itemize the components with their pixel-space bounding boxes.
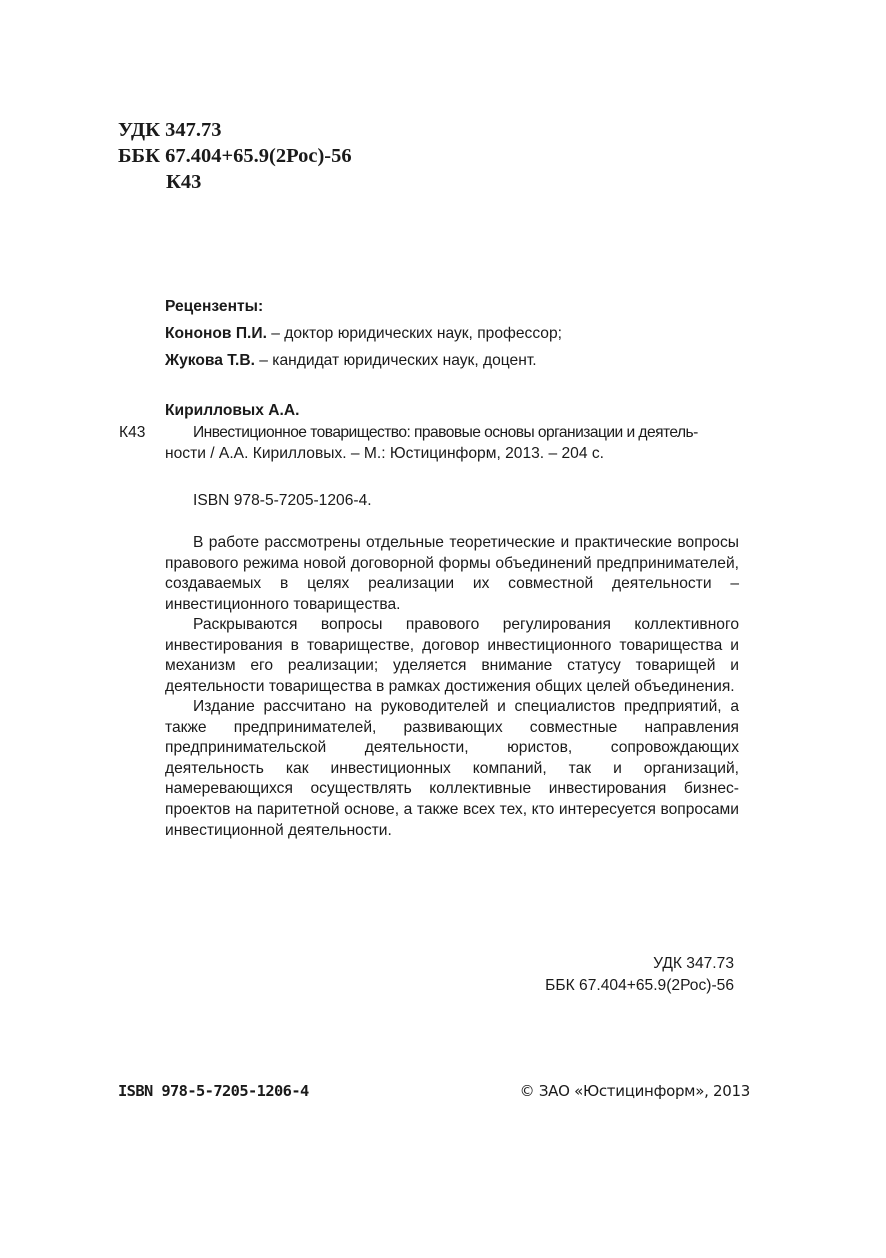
author-mark-side: К43 — [119, 424, 146, 441]
udk-code-top: УДК 347.73 — [118, 119, 222, 141]
footer-isbn: ISBN 978-5-7205-1206-4 — [118, 1082, 309, 1100]
udk-code-bottom: УДК 347.73 — [653, 955, 734, 972]
bibliographic-title-line: Инвестиционное товарищество: правовые основы организации и деятель- — [193, 424, 698, 441]
reviewer-description: – кандидат юридических наук, доцент. — [254, 352, 537, 369]
abstract-paragraph: Издание рассчитано на руководителей и специалистов предприятий, а также предпринимателей, развивающих совместные направления предпринимательской деятельности, юристов, сопровождающих деятельность как инвестиционных компаний, так и организаций, намеревающихся осуществлять коллективные инвестирования бизнес-проектов на паритетной основе, а также всех тех, кто интересуется вопросами инвестиционной деятельности. — [165, 698, 739, 839]
reviewer-entry — [165, 322, 562, 346]
bibliographic-imprint-line: ности / А.А. Кирилловых. – М.: Юстицинформ, 2013. – 204 с. — [165, 445, 604, 462]
book-author: Кирилловых А.А. — [165, 402, 300, 419]
reviewers-heading: Рецензенты: — [165, 298, 264, 315]
author-mark-top: К43 — [166, 171, 202, 193]
reviewer-name: Кононов П.И. — [165, 325, 267, 342]
reviewer-description: – доктор юридических наук, профессор; — [266, 325, 562, 342]
reviewer-entry — [165, 349, 537, 373]
abstract-paragraph: Раскрываются вопросы правового регулирования коллективного инвестирования в товариществе, договор инвестиционного товарищества и механизм его реализации; уделяется внимание статусу товарищей и деятельности товарищества в рамках достижения общих целей объединения. — [165, 616, 739, 695]
abstract-paragraph: В работе рассмотрены отдельные теоретические и практические вопросы правового режима новой договорной формы объединений предпринимателей, создаваемых в целях реализации их совместной деятельности – инвестиционного товарищества. — [165, 534, 739, 613]
bibliographic-isbn: ISBN 978-5-7205-1206-4. — [193, 492, 372, 509]
bbk-code-bottom: ББК 67.404+65.9(2Рос)-56 — [545, 977, 734, 994]
reviewer-name: Жукова Т.В. — [165, 352, 255, 369]
footer-copyright: © ЗАО «Юстицинформ», 2013 — [519, 1082, 750, 1100]
bbk-code-top: ББК 67.404+65.9(2Рос)-56 — [118, 145, 352, 167]
